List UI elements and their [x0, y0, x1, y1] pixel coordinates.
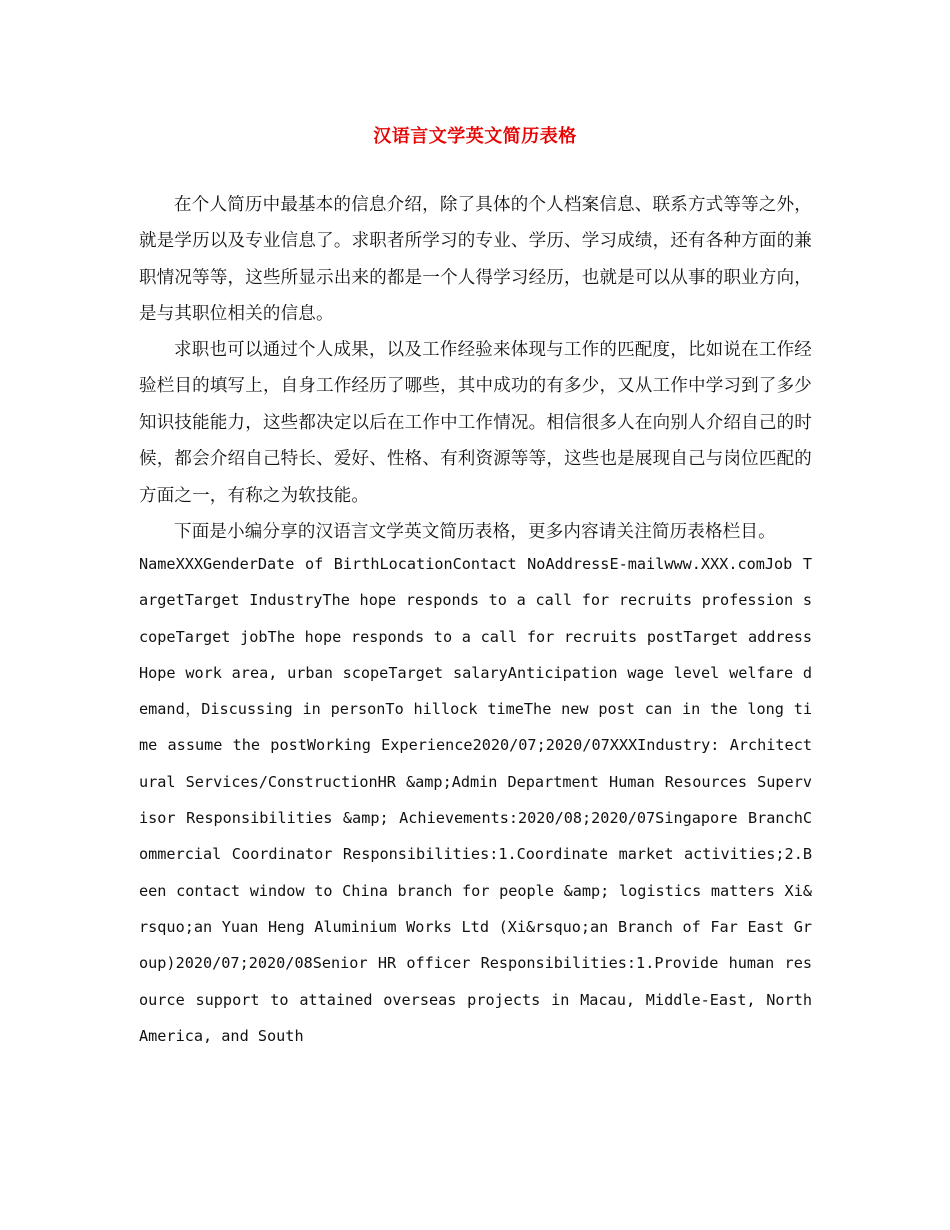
- english-resume-body: NameXXXGenderDate of BirthLocationContact NoAddressE-mailwww.XXX.comJob TargetTarget IndustryThe hope responds to a call for recruits profession scopeTarget jobThe hope responds to a call for recruits postTarget addressHope work area, urban scopeTarget salaryAnticipation wage level welfare demand，Discussing in personTo hillock timeThe new post can in the long time assume the postWorking Experience2020/07;2020/07XXXIndustry: Architectural Services/ConstructionHR &amp;Admin Department Human Resources Supervisor Responsibilities &amp; Achievements:2020/08;2020/07Singapore BranchCommercial Coordinator Responsibilities:1.Coordinate market activities;2.Been contact window to China branch for people &amp; logistics matters Xi&rsquo;an Yuan Heng Aluminium Works Ltd (Xi&rsquo;an Branch of Far East Group)2020/07;2020/08Senior HR officer Responsibilities:1.Provide human resource support to attained overseas projects in Macau, Middle-East, North America, and South: [139, 555, 812, 1045]
- paragraph-share-note: 下面是小编分享的汉语言文学英文简历表格，更多内容请关注简历表格栏目。: [174, 522, 776, 542]
- paragraph-intro: 在个人简历中最基本的信息介绍，除了具体的个人档案信息、联系方式等等之外，就是学历以及专业信息了。求职者所学习的专业、学历、学习成绩，还有各种方面的兼职情况等等，这些所显示出来的都是一个人得学习经历，也就是可以从事的职业方向，是与其职位相关的信息。: [139, 195, 812, 325]
- paragraph-experience: 求职也可以通过个人成果，以及工作经验来体现与工作的匹配度，比如说在工作经验栏目的填写上，自身工作经历了哪些，其中成功的有多少，又从工作中学习到了多少知识技能能力，这些都决定以后在工作中工作情况。相信很多人在向别人介绍自己的时候，都会介绍自己特长、爱好、性格、有利资源等等，这些也是展现自己与岗位匹配的方面之一，有称之为软技能。: [139, 340, 812, 506]
- document-title: 汉语言文学英文简历表格: [373, 126, 577, 147]
